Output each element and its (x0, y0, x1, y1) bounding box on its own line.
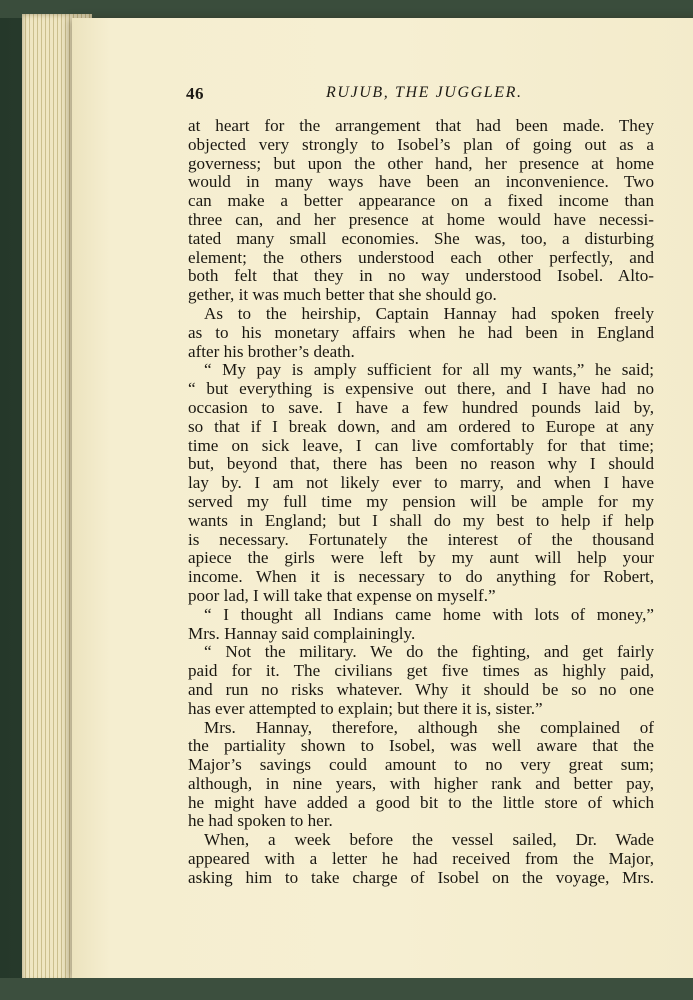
text-line: occasion to save. I have a few hundred pounds laid by, (188, 397, 654, 417)
text-line: “ Not the military. We do the fighting, and get fairly (204, 642, 654, 662)
text-line: and run no risks whatever. Why it should be so no one (188, 679, 654, 699)
text-line: Major’s savings could amount to no very great sum; (188, 755, 654, 775)
text-line: As to the heirship, Captain Hannay had spoken freely (204, 303, 654, 323)
text-line: as to his monetary affairs when he had been in England (188, 322, 654, 342)
text-line: income. When it is necessary to do anything for Robert, (188, 567, 654, 587)
text-line: Mrs. Hannay, therefore, although she complained of (204, 717, 654, 737)
text-line: element; the others understood each other perfectly, and (188, 247, 654, 267)
page-number: 46 (186, 84, 204, 103)
text-line: he might have added a good bit to the little store of which (188, 792, 654, 812)
text-line: so that if I break down, and am ordered to Europe at any (188, 416, 654, 436)
text-line: “ but everything is expensive out there, and I have had no (188, 379, 654, 399)
text-line: after his brother’s death. (188, 341, 355, 361)
text-line: gether, it was much better that she should go. (188, 285, 497, 305)
text-line: poor lad, I will take that expense on myself.” (188, 585, 496, 605)
text-line: but, beyond that, there has been no reason why I should (188, 454, 654, 474)
text-line: has ever attempted to explain; but there it is, sister.” (188, 698, 543, 718)
text-line: served my full time my pension will be ample for my (188, 491, 654, 511)
text-line: paid for it. The civilians get five times as highly paid, (188, 661, 654, 681)
text-line: can make a better appearance on a fixed income than (188, 191, 654, 211)
text-line: Mrs. Hannay said complainingly. (188, 623, 416, 643)
text-line: at heart for the arrangement that had been made. They (188, 116, 654, 135)
text-line: time on sick leave, I can live comfortably for that time; (188, 435, 654, 455)
text-line: tated many small economies. She was, too, a disturbing (188, 228, 654, 248)
text-line: although, in nine years, with higher rank and better pay, (188, 773, 654, 793)
text-line: he had spoken to her. (188, 811, 333, 831)
body-text (188, 117, 654, 888)
text-line: “ I thought all Indians came home with lots of money,” (204, 604, 654, 624)
page-header (186, 84, 656, 106)
text-line: wants in England; but I shall do my best to help if help (188, 510, 654, 530)
text-line: lay by. I am not likely ever to marry, and when I have (188, 473, 654, 493)
running-title: RUJUB, THE JUGGLER. (326, 84, 523, 101)
text-line: “ My pay is amply sufficient for all my wants,” he said; (204, 360, 654, 380)
text-line: apiece the girls were left by my aunt will help your (188, 548, 654, 568)
text-line: is necessary. Fortunately the interest of the thousand (188, 529, 654, 549)
text-line: both felt that they in no way understood Isobel. Alto- (188, 266, 654, 286)
text-line: objected very strongly to Isobel’s plan of going out as a (188, 134, 654, 154)
text-line: the partiality shown to Isobel, was well aware that the (188, 736, 654, 756)
text-line: When, a week before the vessel sailed, Dr. Wade (204, 830, 654, 850)
text-line: appeared with a letter he had received from the Major, (188, 849, 654, 869)
text-line: asking him to take charge of Isobel on the voyage, Mrs. (188, 867, 654, 887)
book-cover-bottom-edge (0, 978, 693, 1000)
book-cover-top-edge (0, 0, 693, 18)
text-line: three can, and her presence at home would have necessi- (188, 209, 654, 229)
text-line: governess; but upon the other hand, her presence at home (188, 153, 654, 173)
text-line: would in many ways have been an inconvenience. Two (188, 172, 654, 192)
